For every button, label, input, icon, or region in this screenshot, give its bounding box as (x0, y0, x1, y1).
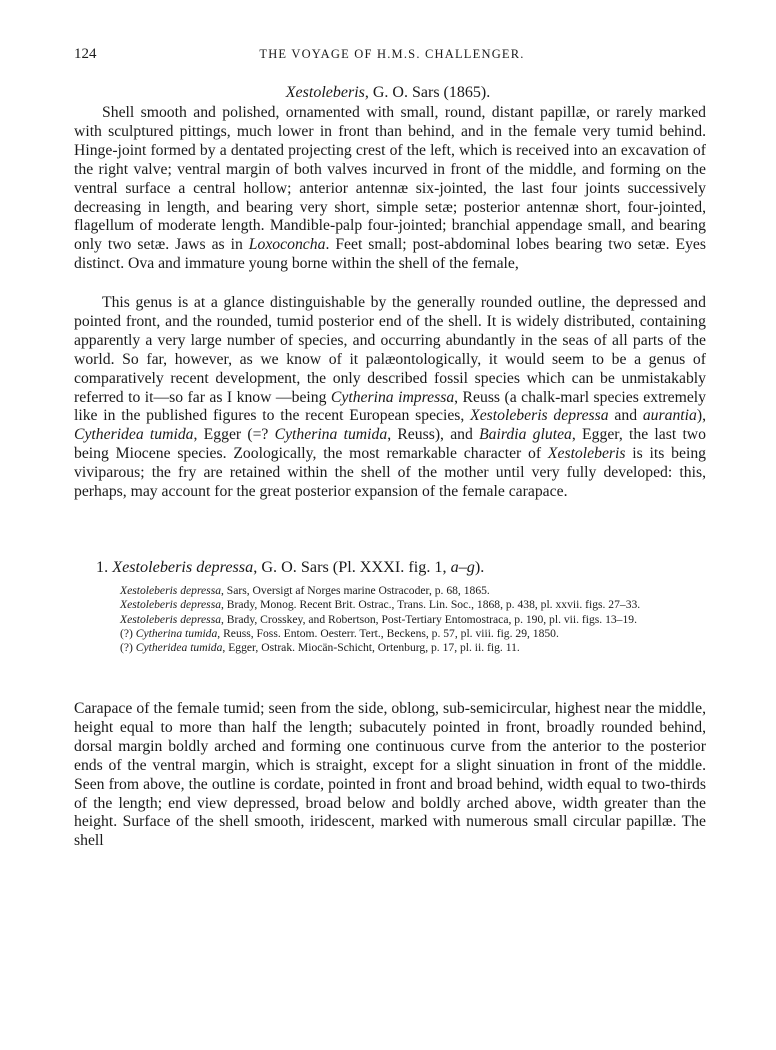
species-name: Xestoleberis depressa (112, 558, 254, 576)
synonymy-entry (120, 627, 710, 641)
taxon-name: Loxoconcha (248, 236, 326, 254)
text-run: ), (696, 407, 707, 425)
synonym-reference: , Brady, Crosskey, and Robertson, Post-Tertiary Entomostraca, p. 190, pl. vii. figs. 13–19. (221, 612, 637, 626)
synonymy-list (120, 584, 710, 655)
synonym-name: Cytheridea tumida (135, 641, 223, 655)
taxon-name: Xestoleberis (547, 445, 626, 463)
synonym-name: Xestoleberis depressa (120, 584, 221, 597)
taxon-name: Cytherina impressa (330, 388, 455, 406)
text-run: , Reuss), and (387, 426, 480, 444)
taxon-name: Xestoleberis depressa (470, 407, 609, 425)
running-title: THE VOYAGE OF H.M.S. CHALLENGER. (259, 47, 525, 61)
taxon-name: Cytherina tumida (274, 426, 388, 444)
synonymy-entry (120, 613, 710, 627)
query-mark: (?) (120, 641, 136, 655)
text-run: Shell smooth and polished, ornamented with small, round, distant papillæ, or rarely marked with sculptured pittings, much lower in front than behind, and in the female very tumid behind. Hinge-joint formed by a dentated projecting crest of the left, which is received into an excavation of the right valve; ventral margin of both valves incurved in front of the middle, and forming on the ventral surface a central hollow; anterior antennæ six-jointed, the last four joints successively decreasing in length, and bearing very short, simple setæ; posterior antennæ short, four-jointed, flagellum of moderate length. Mandible-palp four-jointed; branchial appendage small, and bearing only two setæ. Jaws as in (74, 104, 706, 254)
figure-range: a–g (450, 558, 475, 576)
synonym-name: Xestoleberis depressa (120, 598, 221, 612)
taxon-name: Bairdia glutea (479, 426, 572, 444)
genus-author: , G. O. Sars (1865). (364, 84, 491, 101)
synonym-reference: , Egger, Ostrak. Miocän-Schicht, Ortenburg, p. 17, pl. ii. fig. 11. (222, 641, 520, 655)
genus-heading (0, 84, 776, 102)
synonymy-entry (120, 598, 710, 612)
synonym-reference: , Brady, Monog. Recent Brit. Ostrac., Trans. Lin. Soc., 1868, p. 438, pl. xxvii. figs. 27–33. (221, 598, 641, 612)
synonymy-entry (120, 584, 710, 598)
synonym-reference: , Sars, Oversigt af Norges marine Ostracoder, p. 68, 1865. (221, 584, 490, 597)
genus-description-paragraph (74, 104, 706, 274)
text-run: and (608, 407, 643, 425)
genus-name: Xestoleberis (285, 84, 365, 101)
species-reference: , G. O. Sars (Pl. XXXI. fig. 1, (253, 558, 451, 576)
text-run: , Egger, the last two being Miocene species. Zoologically, the most remarkable character of (74, 426, 706, 463)
running-header (74, 46, 710, 66)
text-run: is its being viviparous; the fry are retained within the shell of the mother until very fully developed: this, perhaps, may account for the great posterior expansion of the female carapace. (74, 445, 707, 501)
genus-remarks-paragraph (74, 294, 706, 502)
species-heading (96, 558, 484, 577)
taxon-name: Cytheridea tumida (74, 426, 194, 444)
text-run: This genus is at a glance distinguishable by the generally rounded outline, the depressed and pointed front, and the rounded, tumid posterior end of the shell. It is widely distributed, containing apparently a very large number of species, and occurring abundantly in the seas of all parts of the world. So far, however, as we know of it palæontologically, it would seem to be a genus of comparatively recent development, the only described fossil species which can be unmistakably referred to it—so far as I know —being (74, 294, 706, 406)
synonym-name: Cytherina tumida (135, 626, 218, 640)
text-run: . Feet small; post-abdominal lobes bearing two setæ. Eyes distinct. Ova and immature young borne within the shell of the female, (74, 236, 706, 273)
query-mark: (?) (120, 626, 136, 640)
synonymy-entry (120, 641, 710, 655)
synonym-reference: , Reuss, Foss. Entom. Oesterr. Tert., Beckens, p. 57, pl. viii. fig. 29, 1850. (217, 626, 559, 640)
text-run: ). (474, 558, 485, 576)
text-run: , Reuss (a chalk-marl species extremely like in the published figures to the recent European species, (74, 388, 706, 425)
page-number: 124 (74, 46, 97, 62)
species-description-paragraph: Carapace of the female tumid; seen from the side, oblong, sub-semicircular, highest near the middle, height equal to more than half the length; subacutely pointed in front, broadly rounded behind, dorsal margin boldly arched and forming one continuous curve from the anterior to the posterior ends of the ventral margin, which is straight, except for a slight sinuation in front of the middle. Seen from above, the outline is cordate, pointed in front and broad behind, width equal to two-thirds of the length; end view depressed, broad below and boldly arched above, width greater than the height. Surface of the shell smooth, iridescent, marked with numerous small circular papillæ. The shell (74, 700, 706, 850)
taxon-name: aurantia (642, 407, 697, 425)
synonym-name: Xestoleberis depressa (120, 612, 221, 626)
species-number: 1. (96, 558, 109, 576)
text-run: , Egger (=? (193, 426, 275, 444)
